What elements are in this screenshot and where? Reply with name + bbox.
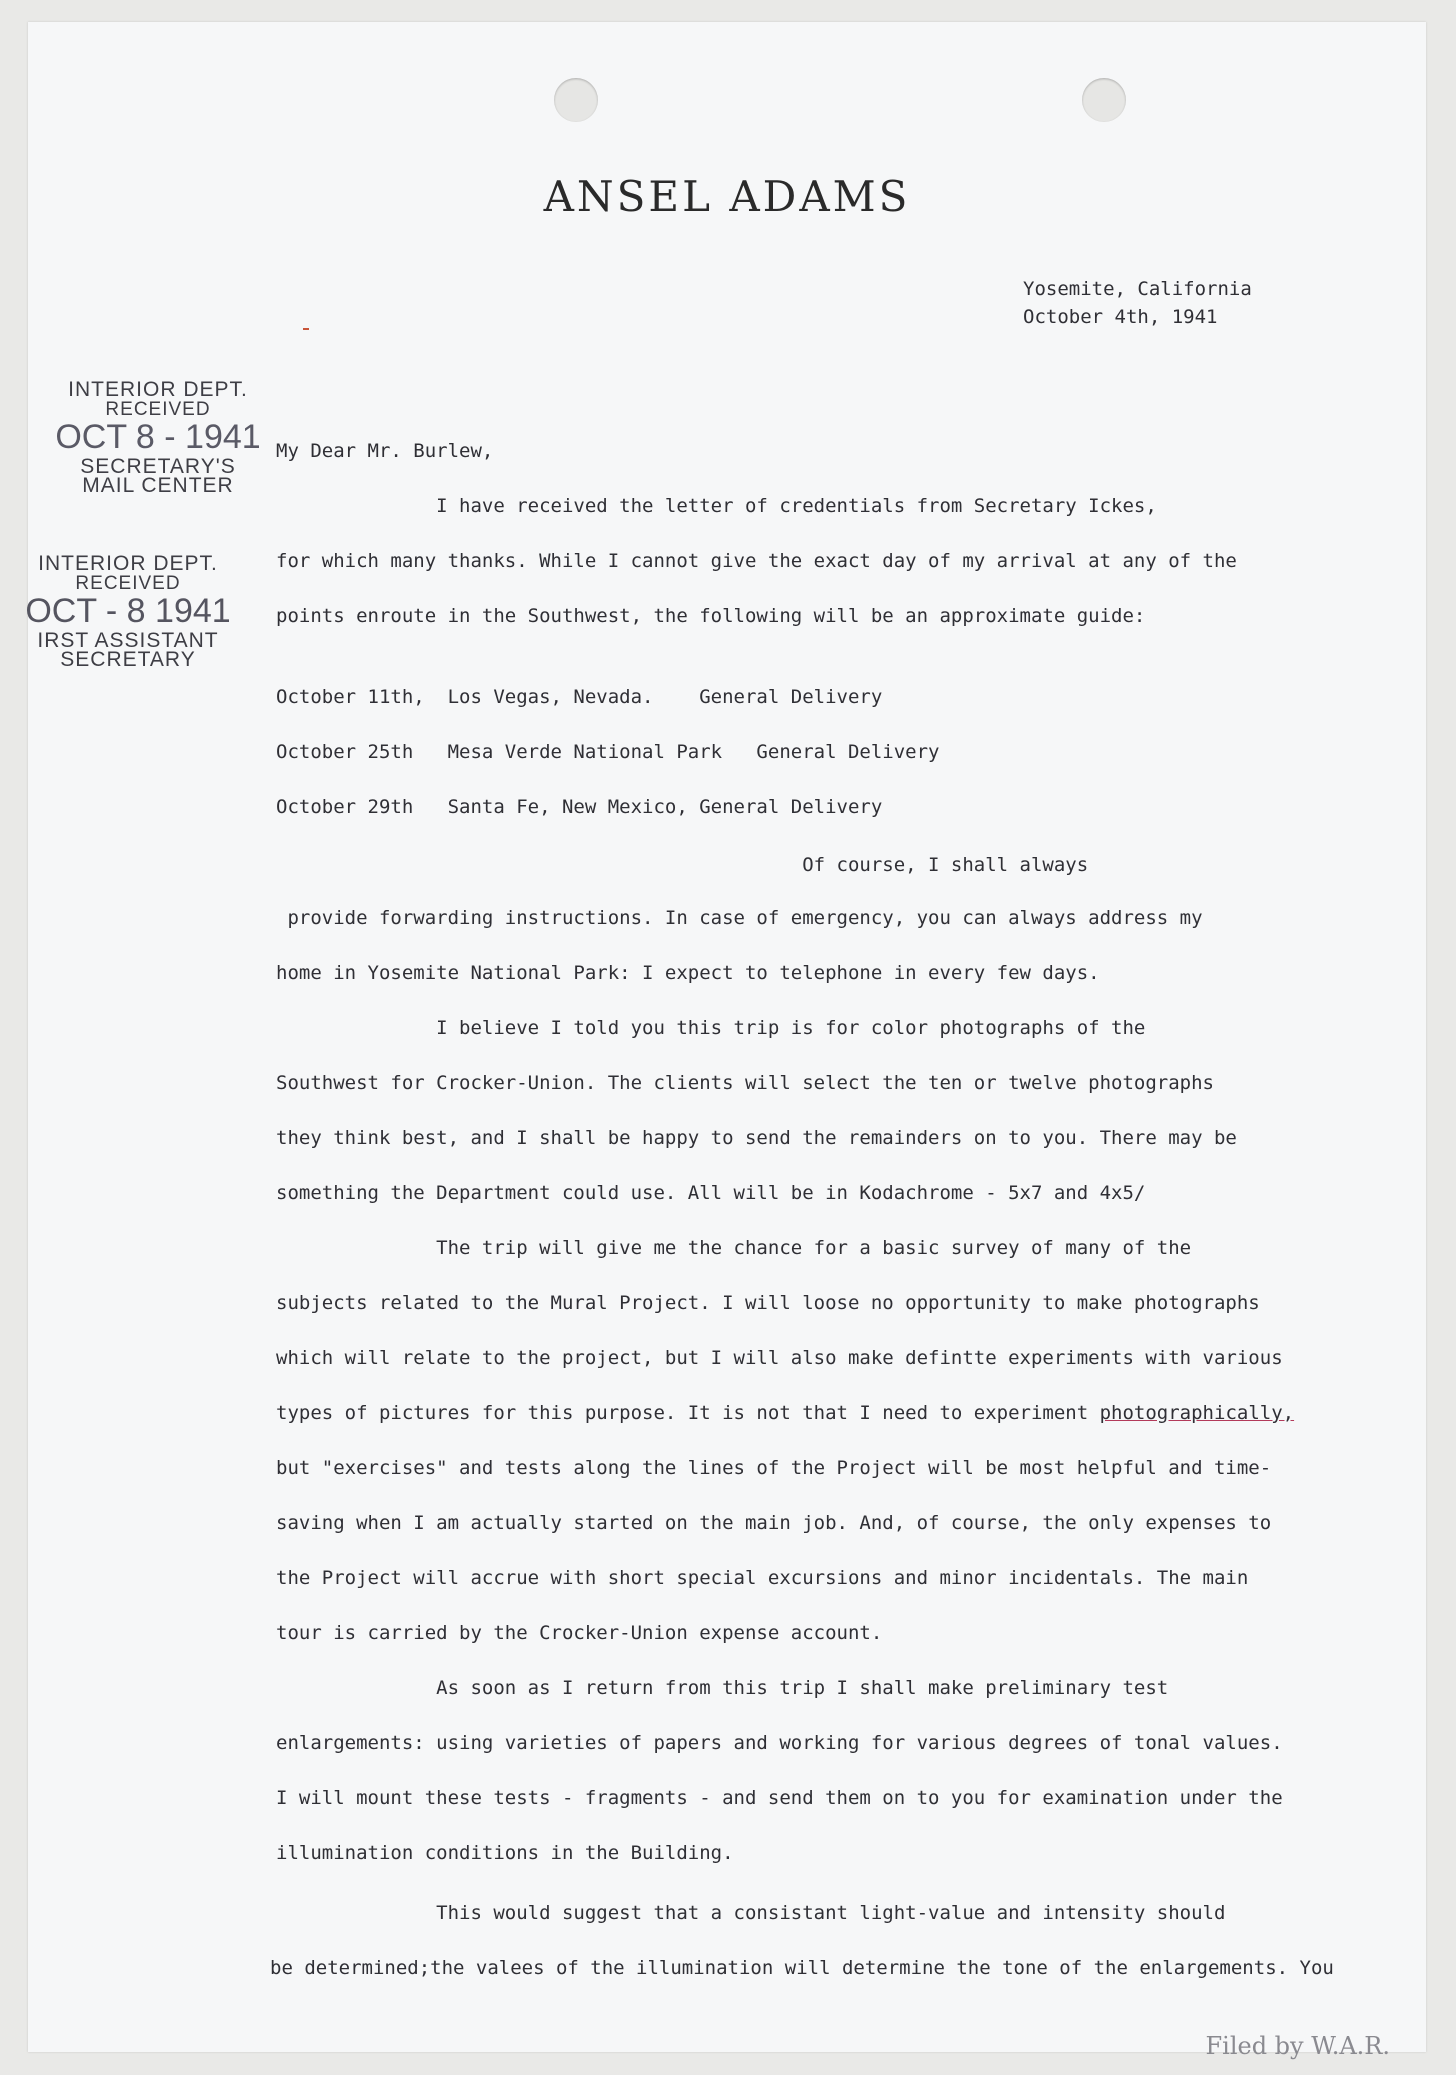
body-line-26: This would suggest that a consistant light-value and intensity should [276, 1902, 1226, 1924]
body-line-10: I believe I told you this trip is for color photographs of the [276, 1017, 1146, 1039]
body-line-25: illumination conditions in the Building. [276, 1842, 734, 1864]
letter-page [25, 22, 1426, 2052]
body-line-11: Southwest for Crocker-Union. The clients will select the ten or twelve photographs [276, 1072, 1214, 1094]
body-line-21: tour is carried by the Crocker-Union expense account. [276, 1622, 883, 1644]
body-line-8: provide forwarding instructions. In case of emergency, you can always address my [276, 907, 1203, 929]
filed-stamp: Filed by W.A.R. [1205, 2032, 1390, 2060]
stamp-2-date: OCT - 8 1941 [25, 592, 231, 630]
stamp-1-line1: INTERIOR DEPT. [68, 378, 248, 401]
received-stamp-2 [18, 552, 238, 669]
ink-mark [303, 328, 309, 330]
date: October 4th, 1941 [1023, 306, 1218, 328]
body-line-17 [276, 1402, 1294, 1424]
body-line-17-text: types of pictures for this purpose. It is not that I need to experiment [276, 1402, 1100, 1424]
body-line-13: something the Department could use. All will be in Kodachrome - 5x7 and 4x5/ [276, 1182, 1146, 1204]
stamp-1-line2: RECEIVED [105, 399, 211, 420]
stamp-1-line4: MAIL CENTER [82, 474, 234, 497]
body-line-27: be determined;the valees of the illumination will determine the tone of the enlargements. You [270, 1957, 1334, 1979]
stamp-2-line4: SECRETARY [60, 648, 196, 671]
body-line-1: I have received the letter of credentials from Secretary Ickes, [276, 495, 1157, 517]
stamp-2-line3: IRST ASSISTANT [37, 629, 219, 652]
stamp-1-line3: SECRETARY'S [80, 455, 236, 478]
stamp-2-line1: INTERIOR DEPT. [38, 552, 218, 575]
body-line-19: saving when I am actually started on the main job. And, of course, the only expenses to [276, 1512, 1272, 1534]
body-line-2: for which many thanks. While I cannot give the exact day of my arrival at any of the [276, 550, 1237, 572]
body-line-9: home in Yosemite National Park: I expect to telephone in every few days. [276, 962, 1100, 984]
location: Yosemite, California [1023, 278, 1252, 300]
letterhead: ANSEL ADAMS [543, 172, 911, 221]
body-line-24: I will mount these tests - fragments - and send them on to you for examination under the [276, 1787, 1283, 1809]
body-line-12: they think best, and I shall be happy to send the remainders on to you. There may be [276, 1127, 1237, 1149]
body-line-23: enlargements: using varieties of papers and working for various degrees of tonal values. [276, 1732, 1283, 1754]
body-line-20: the Project will accrue with short special excursions and minor incidentals. The main [276, 1567, 1249, 1589]
received-stamp-1 [48, 378, 268, 495]
body-line-3: points enroute in the Southwest, the following will be an approximate guide: [276, 605, 1146, 627]
stamp-1-date: OCT 8 - 1941 [55, 418, 261, 456]
itinerary-line-1: October 11th, Los Vegas, Nevada. General Delivery [276, 686, 883, 708]
body-line-7: Of course, I shall always [276, 854, 1089, 876]
body-line-22: As soon as I return from this trip I shall make preliminary test [276, 1677, 1169, 1699]
punch-hole-left [554, 78, 598, 122]
itinerary-line-3: October 29th Santa Fe, New Mexico, General Delivery [276, 796, 883, 818]
body-line-14: The trip will give me the chance for a basic survey of many of the [276, 1237, 1192, 1259]
body-line-18: but "exercises" and tests along the lines of the Project will be most helpful and time- [276, 1457, 1272, 1479]
salutation: My Dear Mr. Burlew, [276, 440, 494, 462]
stamp-2-line2: RECEIVED [75, 573, 181, 594]
itinerary-line-2: October 25th Mesa Verde National Park General Delivery [276, 741, 940, 763]
body-line-16: which will relate to the project, but I will also make defintte experiments with various [276, 1347, 1283, 1369]
underlined-word: photographically, [1099, 1402, 1295, 1424]
body-line-15: subjects related to the Mural Project. I will loose no opportunity to make photographs [276, 1292, 1260, 1314]
punch-hole-right [1082, 78, 1126, 122]
